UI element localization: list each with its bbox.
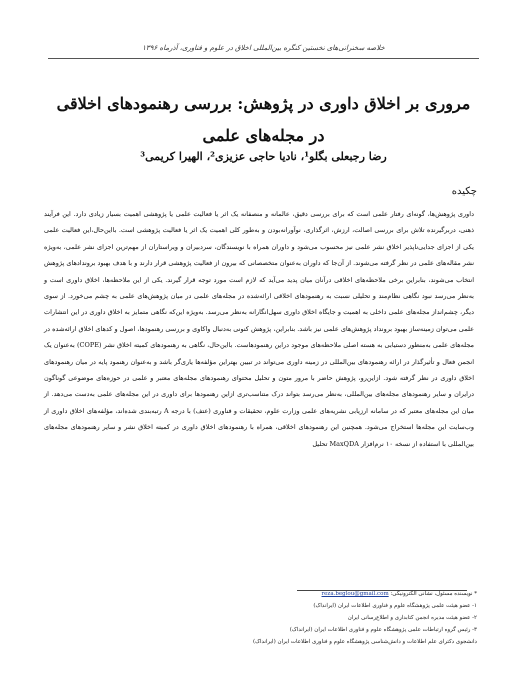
footnote-1: ۱- عضو هیئت علمی پژوهشگاه علوم و فناوری اطلاعات ایران (ایرانداک)	[313, 603, 477, 609]
paper-title: مروری بر اخلاق داوری در پژوهش: بررسی رهنمودهای اخلاقی در مجله‌های علمی	[56, 94, 471, 145]
author-list: رضا رجبعلی بگلو¹، نادیا حاجی عزیزی²، الهیرا کریمی³	[140, 150, 387, 163]
header-divider	[48, 58, 479, 59]
footnote-4: دانشجوی دکترای علم اطلاعات و دانش‌شناسی پژوهشگاه علوم و فناوری اطلاعات ایران (ایرانداک)	[252, 639, 477, 645]
corresponding-author-note	[47, 588, 477, 600]
footnote-2: ۲- عضو هیئت مدیره انجمن کتابداری و اطلاع‌رسانی ایران	[347, 615, 477, 621]
running-head: خلاصه سخنرانی‌های نخستین کنگره بین‌المللی اخلاق در علوم و فناوری، آذرماه ۱۳۹۶	[142, 44, 385, 52]
corresponding-author-label: * نویسنده مسئول، نشانی الکترونیکی:	[390, 591, 477, 597]
footnote-3: ۳- رئیس گروه ارتباطات علمی پژوهشگاه علوم و فناوری اطلاعات ایران (ایرانداک)	[289, 627, 477, 633]
footnotes	[47, 588, 477, 648]
abstract-heading: چکیده	[451, 186, 477, 197]
email-link[interactable]: reza.beglou@gmail.com	[321, 591, 389, 597]
abstract-body: داوری پژوهش‌ها، گونه‌ای رفتار علمی است که برای بررسی دقیق، عالمانه و منصفانه یک اثر یا فعالیت علمی یا پژوهشی اهمیت بسیار زیادی دارد. این فرآیند ذهنی، دربرگیرنده تلاش برای بررسی اصالت، ارزش، اثرگذاری، نوآورانه‌بودن و به‌طور کلی اهمیت یک اثر یا فعالیت پژوهشی است. بااین‌حال،این فعالیت علمی یکی از اجزای جدایی‌ناپذیر اخلاق نشر علمی نیز محسوب می‌شود و داوران همراه با نویسندگان، سردبیران و ویراستاران از مهم‌ترین اجزای نشر علمی، به‌ویژه نشر مقاله‌های علمی در نظر گرفته می‌شوند. از آن‌جا که داوران به‌عنوان متخصصانی که بیرون از فعالیت پژوهشی قرار دارند و با هدف بهبود بروندادهای پژوهش انتخاب می‌شوند، بنابراین برخی ملاحظه‌های اخلاقی درآنان میان پدید می‌آید که لازم است مورد توجه قرار گیرند. یکی از این ملاحظه‌ها، اخلاق داوری است و به‌نظر می‌رسد نبود نگاهی نظام‌مند و تحلیلی نسبت به رهنمودهای اخلاقی ارائه‌شده در مجله‌های علمی در میان پژوهش‌های علمی به چشم می‌خورد. از سوی دیگر، چشم‌انداز مجله‌های علمی داخلی به اهمیت و جایگاه اخلاق داوری سهل‌انگارانه به‌نظر می‌رسد. به‌ویژه این‌که نگاهی متمایز به اخلاق داوری در این انتشارات علمی می‌توان زمینه‌ساز بهبود برونداد پژوهش‌های علمی نیز باشد. بنابراین، پژوهش کنونی به‌دنبال واکاوی و بررسی رهنمودها، اصول و کدهای اخلاق ارائه‌شده در مجله‌های علمی به‌منظور دستیابی به هسته اصلی ملاحظه‌های موجود دراین رهنمودهاست. بااین‌حال، نگاهی به رهنمودهای کمیته اخلاق نشر (COPE) به‌عنوان یک انجمن فعال و تأثیرگذار در ارائه رهنمودهای بین‌المللی در زمینه داوری می‌تواند در تبیین بهتراین مؤلفه‌ها یاری‌گر باشد و به‌عنوان رهنمود پایه در میان رهنمودهای اخلاق داوری در نظر گرفته شود. ازاین‌رو، پژوهش حاضر با مرور متون و تحلیل محتوای رهنمودهای مجله‌های معتبر و علمی در حوزه‌های موضوعی گوناگون درایران و سایر رهنمودهای مجله‌های بین‌المللی، به‌نظر می‌رسد بتواند درک متناسب‌تری ازاین رهنمودها برای داوری در این مجله‌های علمی به‌دست می‌دهد. از میان این مجله‌های معتبر که در سامانه ارزیابی نشریه‌های علمی وزارت علوم، تحقیقات و فناوری (عتف) با درجه A رتبه‌بندی شده‌اند، مؤلفه‌های اخلاق داوری از وب‌سایت این مجله‌ها استخراج می‌شود. همچنین این رهنمودهای اخلاقی، همراه با رهنمودهای اخلاق داوری در کمیته اخلاق نشر و سایر رهنمودهای مجله‌های بین‌المللی با استفاده از نسخه ۱۰ نرم‌افزار MaxQDA تحلیل	[44, 210, 474, 448]
